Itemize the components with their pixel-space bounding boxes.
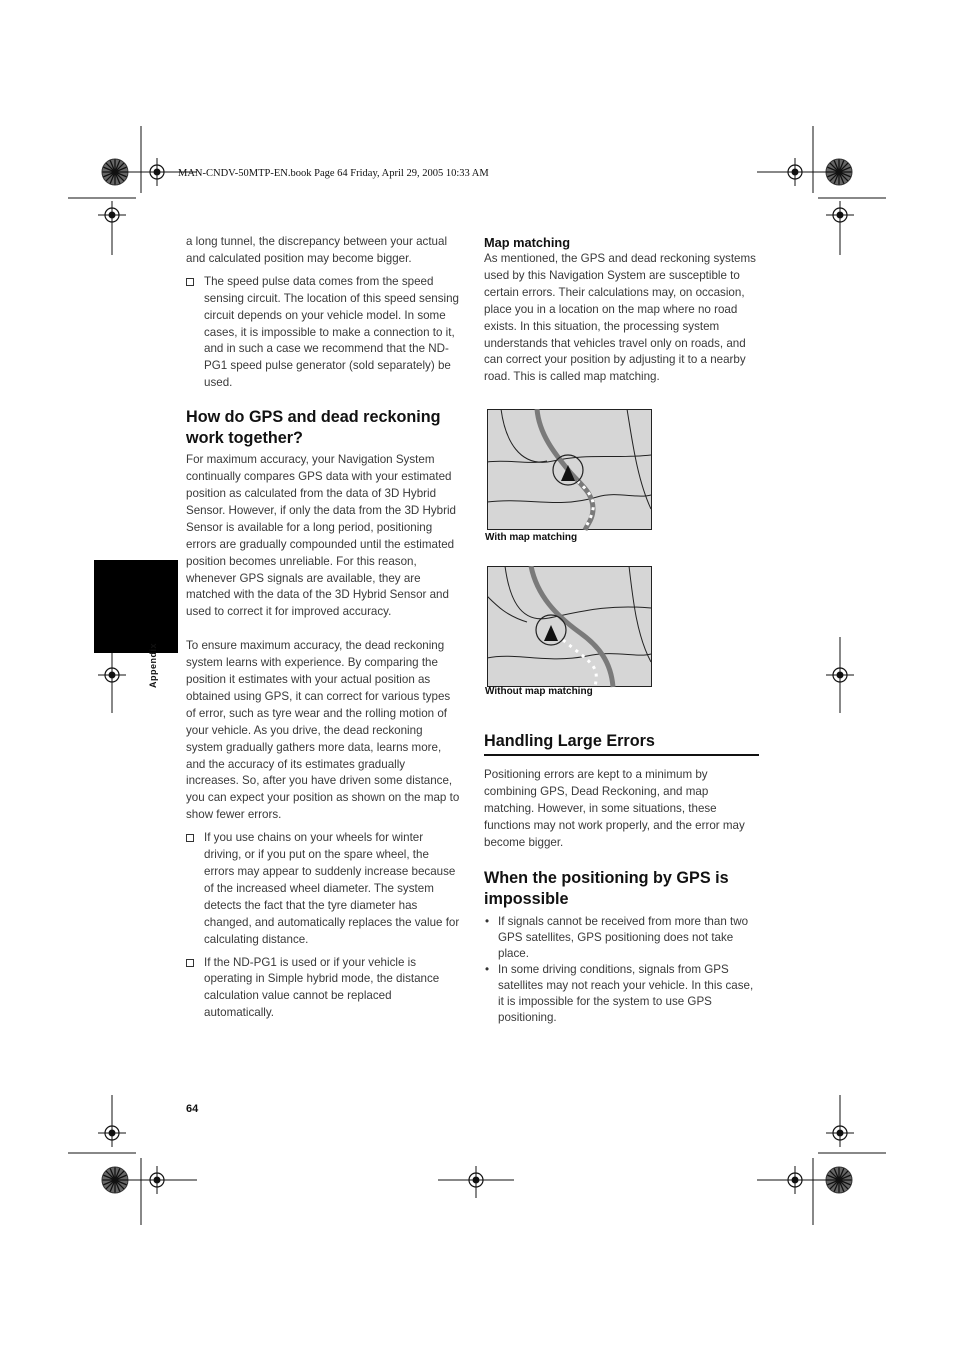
caption-without-map-matching: Without map matching <box>485 686 593 697</box>
bullet-item: • In some driving conditions, signals from GPS satellites may not reach your vehicle. In this case, it is impossible for the system to use GPS positioning. <box>484 962 759 1026</box>
map-without-matching-figure <box>487 566 653 688</box>
handling-errors-text: Positioning errors are kept to a minimum by combining GPS, Dead Reckoning, and map matching. However, in some situations, these functions may not work properly, and the error may become bigger. <box>484 768 745 849</box>
heading-gps-dead-reckoning: How do GPS and dead reckoning work together? <box>186 408 441 448</box>
intro-text: a long tunnel, the discrepancy between your actual and calculated position may become bigger. <box>186 235 448 265</box>
note-chains: If you use chains on your wheels for winter driving, or if you put on the spare wheel, the errors may appear to suddenly increase because of the increased wheel diameter. The system detects the fact that the tyre diameter has changed, and automatically replaces the value for calculating distance. <box>186 830 460 948</box>
page-number: 64 <box>186 1103 199 1115</box>
left-column <box>186 234 460 1022</box>
registration-mark-icon <box>98 1119 126 1147</box>
section-tab <box>94 560 178 653</box>
handling-errors-block <box>484 731 759 1026</box>
map-matching-text: As mentioned, the GPS and dead reckoning systems used by this Navigation System are susceptible to certain errors. Their calculations may, on occasion, place you in a location on the map where no road exists. In this situation, the processing system understands that vehicles travel only on roads, and can correct your position by adjusting it to a nearby road. This is called map matching. <box>484 252 756 384</box>
note-speed-pulse: The speed pulse data comes from the speed sensing circuit. The location of this speed sensing circuit depends on your vehicle model. In some cases, it is impossible to make a connection to it, and in such a case we recommend that the ND-PG1 speed pulse generator (sold separately) be used. <box>186 274 460 392</box>
paragraph-accuracy: For maximum accuracy, your Navigation System continually compares GPS data with your estimated position as calculated from the data of 3D Hybrid Sensor. However, if only the data from the 3D Hybrid Sensor is available for a long period, positioning errors are gradually compounded until the estimated position becomes unreliable. For this reason, whenever GPS signals are available, they are matched with the data of the 3D Hybrid Sensor and used to correct it for improved accuracy. <box>186 453 457 619</box>
caption-with-map-matching: With map matching <box>485 532 578 543</box>
map-matching-heading: Map matching <box>484 235 571 250</box>
handling-errors-heading: Handling Large Errors <box>484 732 655 750</box>
section-label: Appendix <box>148 642 158 688</box>
registration-mark-icon <box>826 1119 854 1147</box>
map-with-matching-figure <box>487 409 653 531</box>
note-ndpg1: If the ND-PG1 is used or if your vehicle is operating in Simple hybrid mode, the distance calculation value cannot be replaced automatically. <box>186 955 460 1023</box>
registration-mark-icon <box>826 201 854 229</box>
bullet-item: • If signals cannot be received from more than two GPS satellites, GPS positioning does not take place. <box>484 914 759 962</box>
gps-impossible-heading: When the positioning by GPS is impossible <box>484 868 729 908</box>
registration-mark-icon <box>98 201 126 229</box>
map-matching-block <box>484 234 758 386</box>
paragraph-learning: To ensure maximum accuracy, the dead reckoning system learns with experience. By comparing the position it estimates with your actual position as obtained using GPS, it can correct for various types of error, such as tyre wear and the rolling motion of your vehicle. As you drive, the dead reckoning system gradually gathers more data, learns more, and the accuracy of its estimates gradually increases. So, after you have driven some distance, you can expect your position as shown on the map to show fewer errors. <box>186 639 460 822</box>
heading-rule <box>484 754 759 756</box>
book-info-header: MAN-CNDV-50MTP-EN.book Page 64 Friday, April 29, 2005 10:33 AM <box>178 168 489 179</box>
